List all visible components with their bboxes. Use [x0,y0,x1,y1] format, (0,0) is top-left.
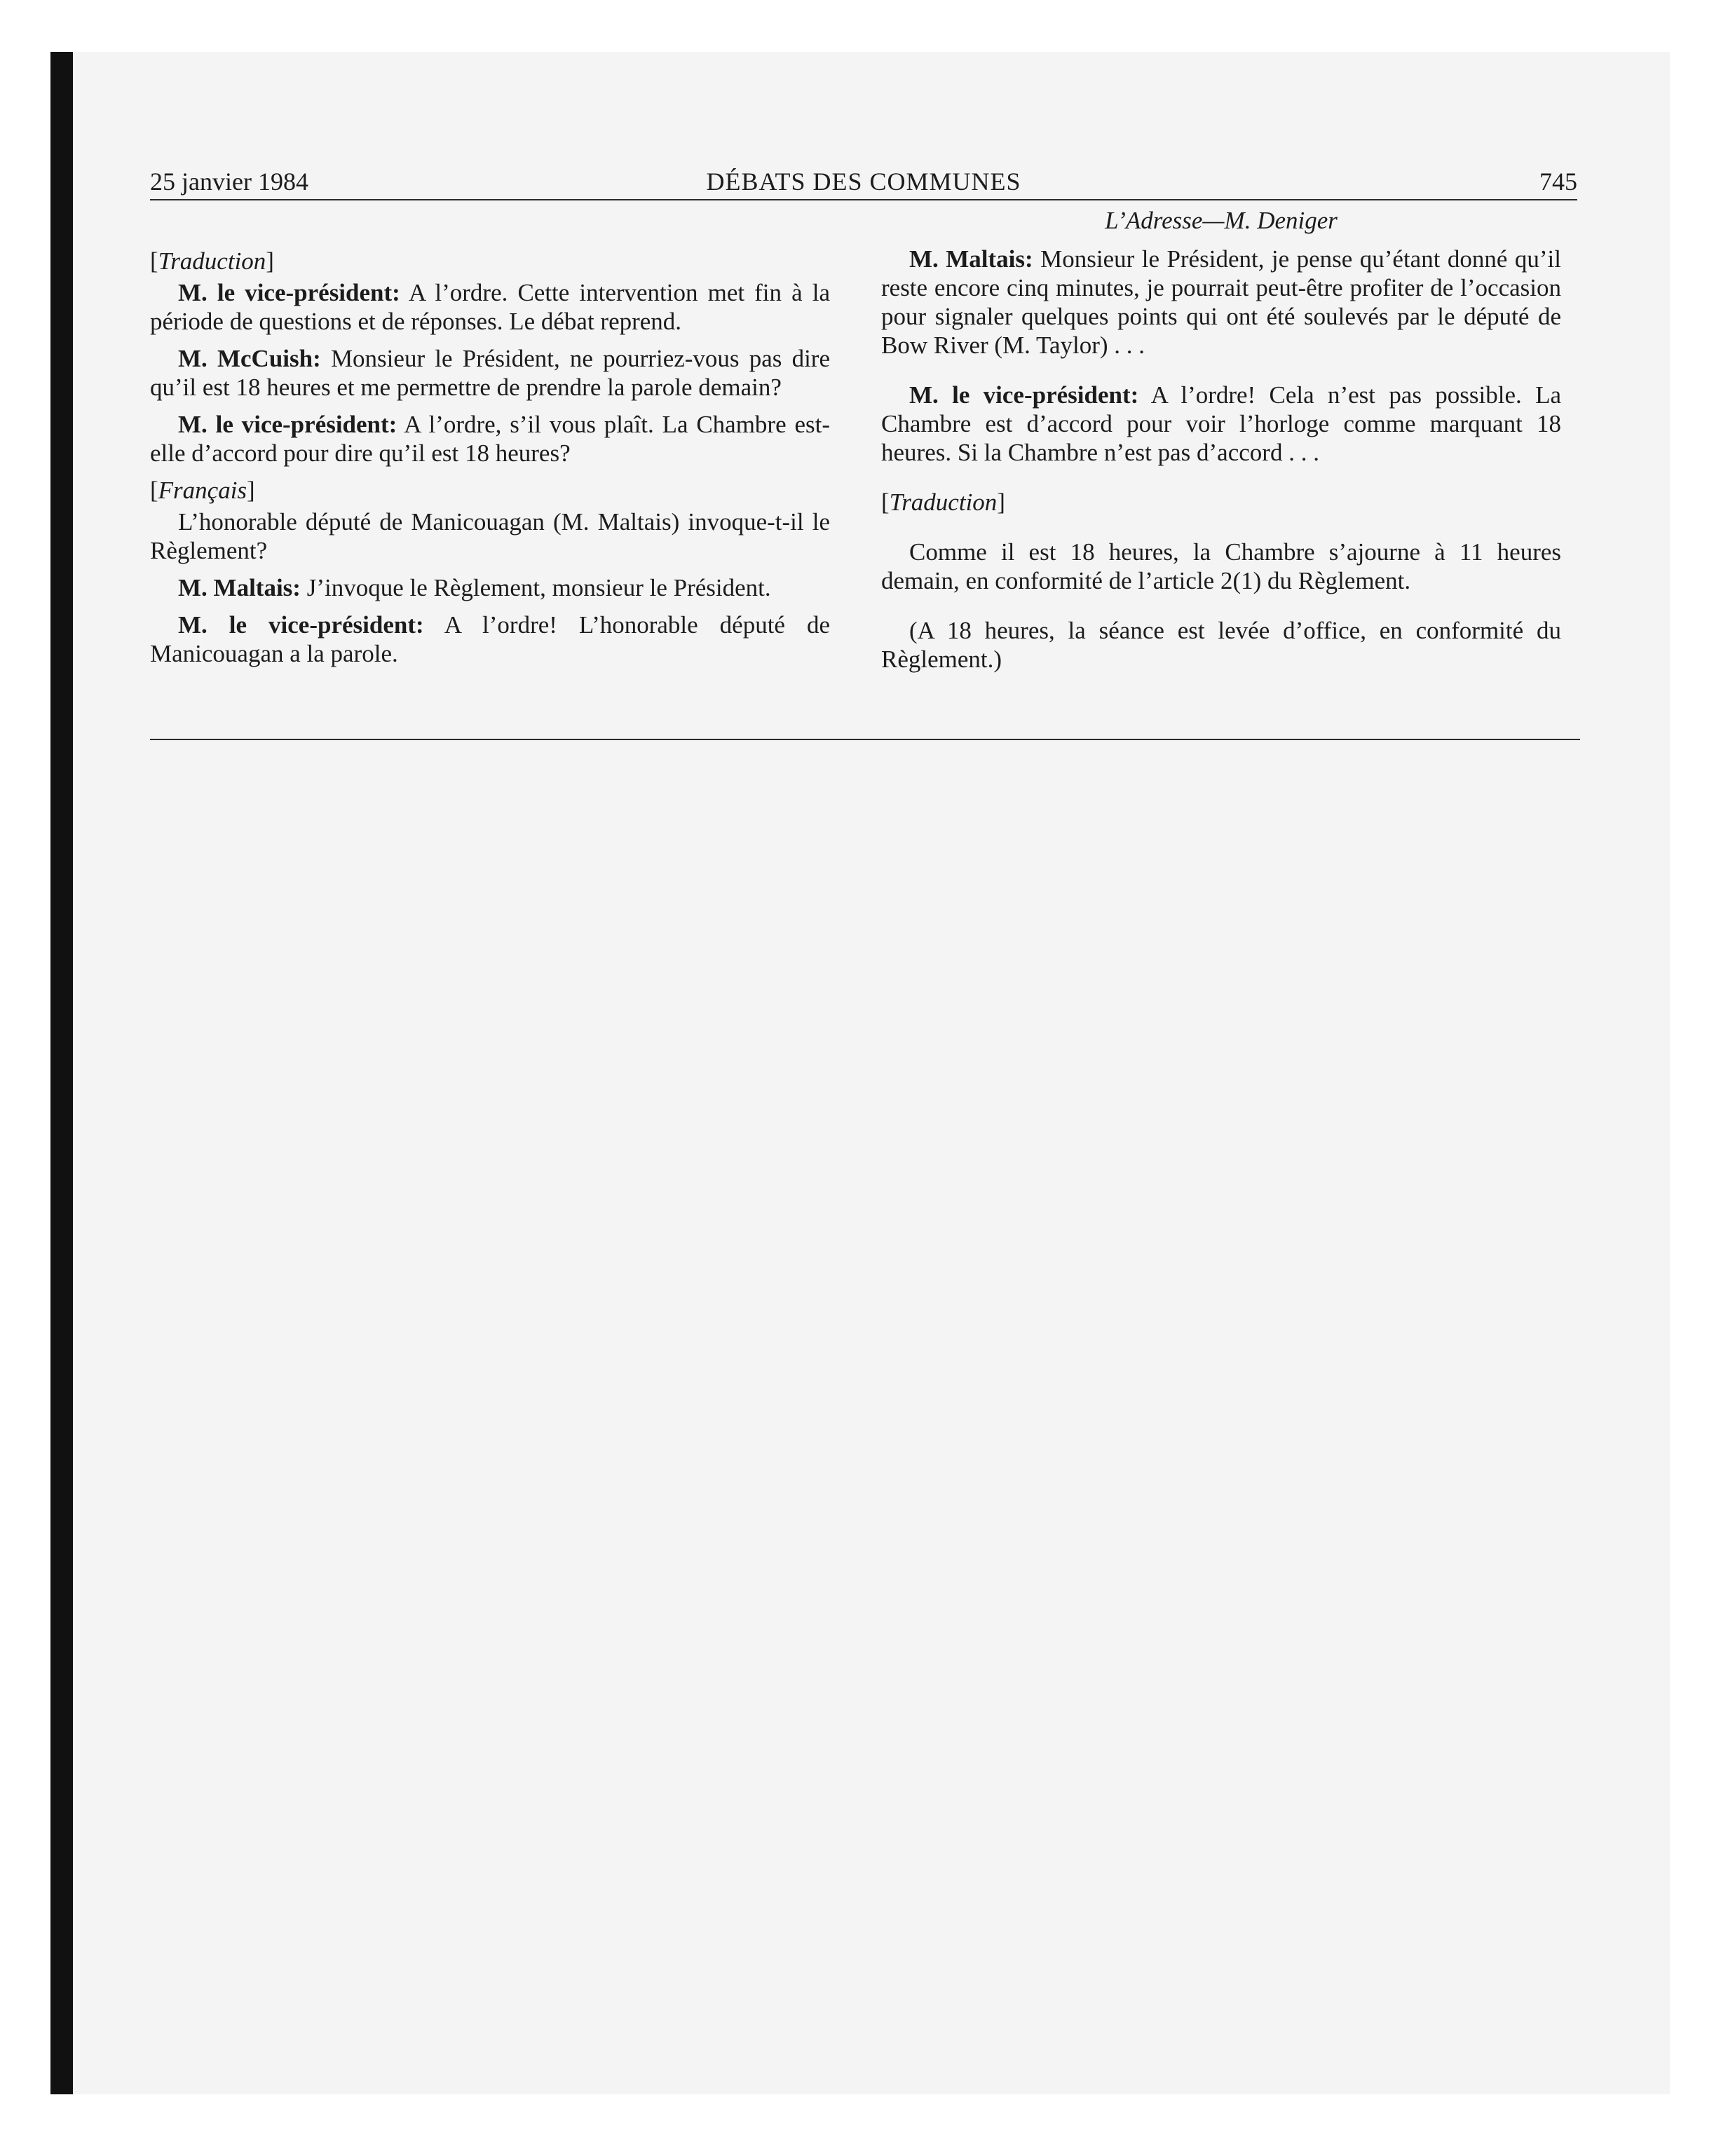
header-date: 25 janvier 1984 [150,168,308,196]
text-columns [150,206,1577,732]
language-tag: [Français] [150,477,255,504]
speaker-name: M. Maltais: [178,574,301,601]
paragraph [881,381,1561,467]
speech-text: A l’ordre. Cette intervention met fin à la période de questions et de réponses. Le débat reprend. [150,279,830,335]
speech-text: J’invoque le Règlement, monsieur le Président. [300,574,771,601]
language-tag: [Traduction] [881,489,1005,516]
speech-text: A l’ordre, s’il vous plaît. La Chambre est-elle d’accord pour dire qu’il est 18 heures? [150,411,831,467]
speaker-name: M. le vice-président: [909,381,1139,409]
bottom-rule [150,739,1580,740]
header-title: DÉBATS DES COMMUNES [706,168,1021,196]
paragraph: L’honorable député de Manicouagan (M. Maltais) invoque-t-il le Règlement? [150,508,830,564]
speech-text: A l’ordre! L’honorable député de Manicouagan a la parole. [150,611,830,667]
speaker-name: M. le vice-président: [178,411,397,438]
paragraph [150,410,830,468]
paragraph [150,278,830,336]
speech-text: A l’ordre! Cela n’est pas possible. La Chambre est d’accord pour voir l’horloge comme marquant 18 heures. Si la Chambre n’est pas d’accord . . . [881,381,1561,466]
speaker-name: M. McCuish: [178,345,321,372]
paragraph: (A 18 heures, la séance est levée d’office, en conformité du Règlement.) [881,617,1561,673]
paragraph [150,344,830,402]
speech-text: Monsieur le Président, je pense qu’étant donné qu’il reste encore cinq minutes, je pourrait peut-être profiter de l’occasion pour signaler quelques points qui ont été soulevés par le député de Bow River (M. Taylor) . . . [881,245,1561,359]
document-page [150,165,1577,732]
left-column [150,247,830,676]
language-tag: [Traduction] [150,247,274,275]
speaker-name: M. le vice-président: [178,279,400,306]
paragraph: Comme il est 18 heures, la Chambre s’ajourne à 11 heures demain, en conformité de l’article 2(1) du Règlement. [881,538,1561,594]
page-header [150,165,1577,200]
paragraph [150,610,830,668]
speaker-name: M. le vice-président: [178,611,424,639]
running-head: L’Adresse—M. Deniger [1105,207,1338,234]
page-number: 745 [1539,168,1577,196]
right-column [881,206,1561,682]
speaker-name: M. Maltais: [909,245,1033,273]
paragraph [881,245,1561,360]
speech-text: Monsieur le Président, ne pourriez-vous pas dire qu’il est 18 heures et me permettre de prendre la parole demain? [150,345,830,401]
paragraph [150,573,830,602]
